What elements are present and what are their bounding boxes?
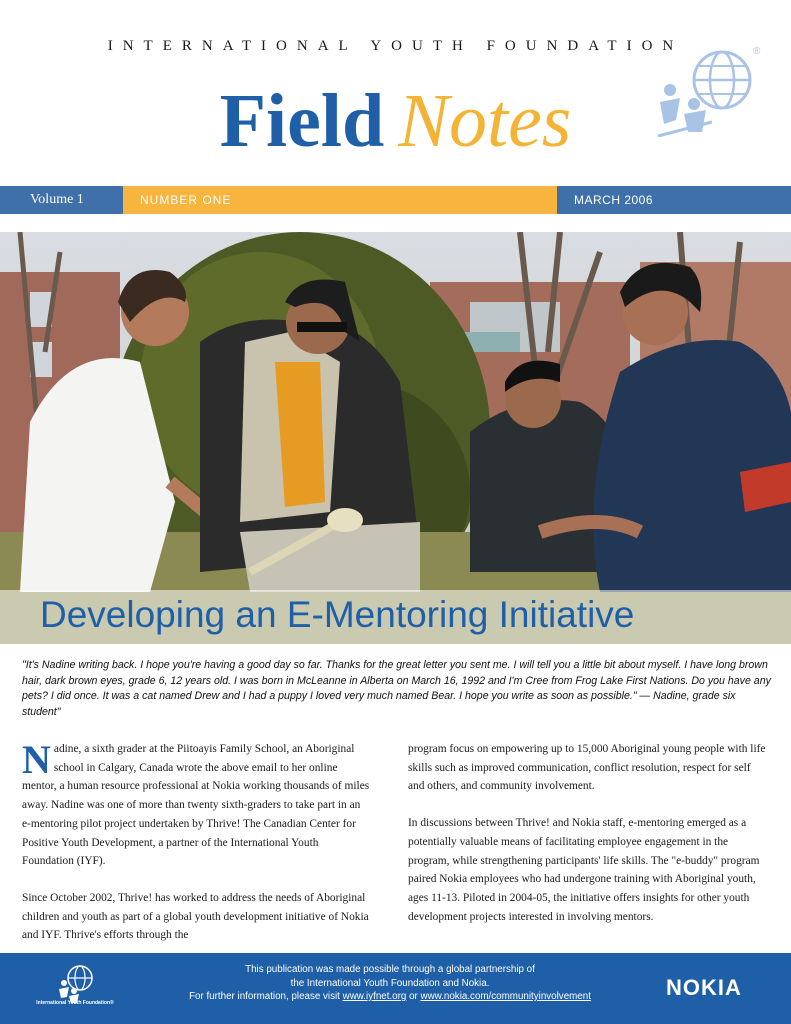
feature-headline: Developing an E-Mentoring Initiative — [40, 594, 635, 635]
nokia-logo: NOKIA — [666, 975, 742, 1000]
volume-label: Volume 1 — [30, 192, 84, 207]
footer-logo-caption: International Youth Foundation® — [36, 1000, 114, 1006]
registered-mark: ® — [753, 46, 761, 57]
issue-bar — [0, 186, 791, 214]
cover-photo-illustration — [0, 232, 791, 644]
issue-date: MARCH 2006 — [574, 193, 654, 207]
article-column-left — [22, 737, 372, 963]
masthead-field: Field — [219, 79, 385, 163]
footer-line-1: This publication was made possible through a global partnership of — [245, 964, 535, 975]
footer-line-3-prefix: For further information, please visit — [189, 991, 343, 1002]
footer-or: or — [406, 991, 421, 1002]
org-name: INTERNATIONAL YOUTH FOUNDATION — [107, 38, 684, 54]
article-paragraph: program focus on empowering up to 15,000 Aboriginal young people with life skills such as improved communication, conflict resolution, respect for self and others, and community involvement. — [408, 743, 766, 793]
drop-cap: N — [22, 737, 51, 782]
masthead-notes: Notes — [398, 79, 572, 163]
footer — [0, 953, 791, 1024]
issue-number: NUMBER ONE — [123, 186, 557, 214]
iyf-globe-logo-icon — [650, 40, 765, 140]
nokia-link[interactable]: www.nokia.com/communityinvolvement — [420, 991, 591, 1002]
article-paragraph-text: adine, a sixth grader at the Piitoayis Family School, an Aboriginal school in Calgary, Canada wrote the above email to her online mentor, a human resource professional at Nokia working thousands of miles away. Nadine was one of more than twenty sixth-graders to take part in an e-mentoring pilot project undertaken by Thrive! The Canadian Center for Positive Youth Development, a partner of the International Youth Foundation (IYF). — [22, 743, 370, 868]
footer-credit — [140, 963, 640, 1004]
cover-photo — [0, 232, 791, 644]
feature-headline-band — [0, 590, 791, 644]
student-quote: "It's Nadine writing back. I hope you're having a good day so far. Thanks for the great letter you sent me. I will tell you a little bit about myself. I have long brown hair, dark brown eyes, grade 6, 12 years old. I was born in McLeanne in Alberta on March 16, 1992 and I'm Cree from Frog Lake First Nations. Do you have any pets? I did once. It was a cat named Drew and I had a puppy I loved very much named Bear. I hope you write as soon as possible." — Nadine, grade six student" — [22, 659, 771, 718]
iyf-footer-logo-icon — [28, 961, 123, 1016]
article-paragraph — [22, 737, 372, 871]
footer-line-3 — [140, 990, 640, 1004]
iyf-link[interactable]: www.iyfnet.org — [342, 991, 407, 1002]
article-column-right — [408, 740, 768, 944]
article-paragraph: Since October 2002, Thrive! has worked to address the needs of Aboriginal children and youth as part of a global youth development initiative of Nokia and IYF. Thrive's efforts through the — [22, 891, 369, 942]
article-paragraph: In discussions between Thrive! and Nokia staff, e-mentoring emerged as a potentially valuable means of facilitating employee engagement in the program, while strengthening participants' life skills. The "e-buddy" program paired Nokia employees who had undergone training with Aboriginal youth, ages 11-13. Piloted in 2004-05, the initiative offers insights for other youth development projects interested in involving mentors. — [408, 817, 760, 923]
footer-line-2: the International Youth Foundation and Nokia. — [290, 977, 490, 989]
